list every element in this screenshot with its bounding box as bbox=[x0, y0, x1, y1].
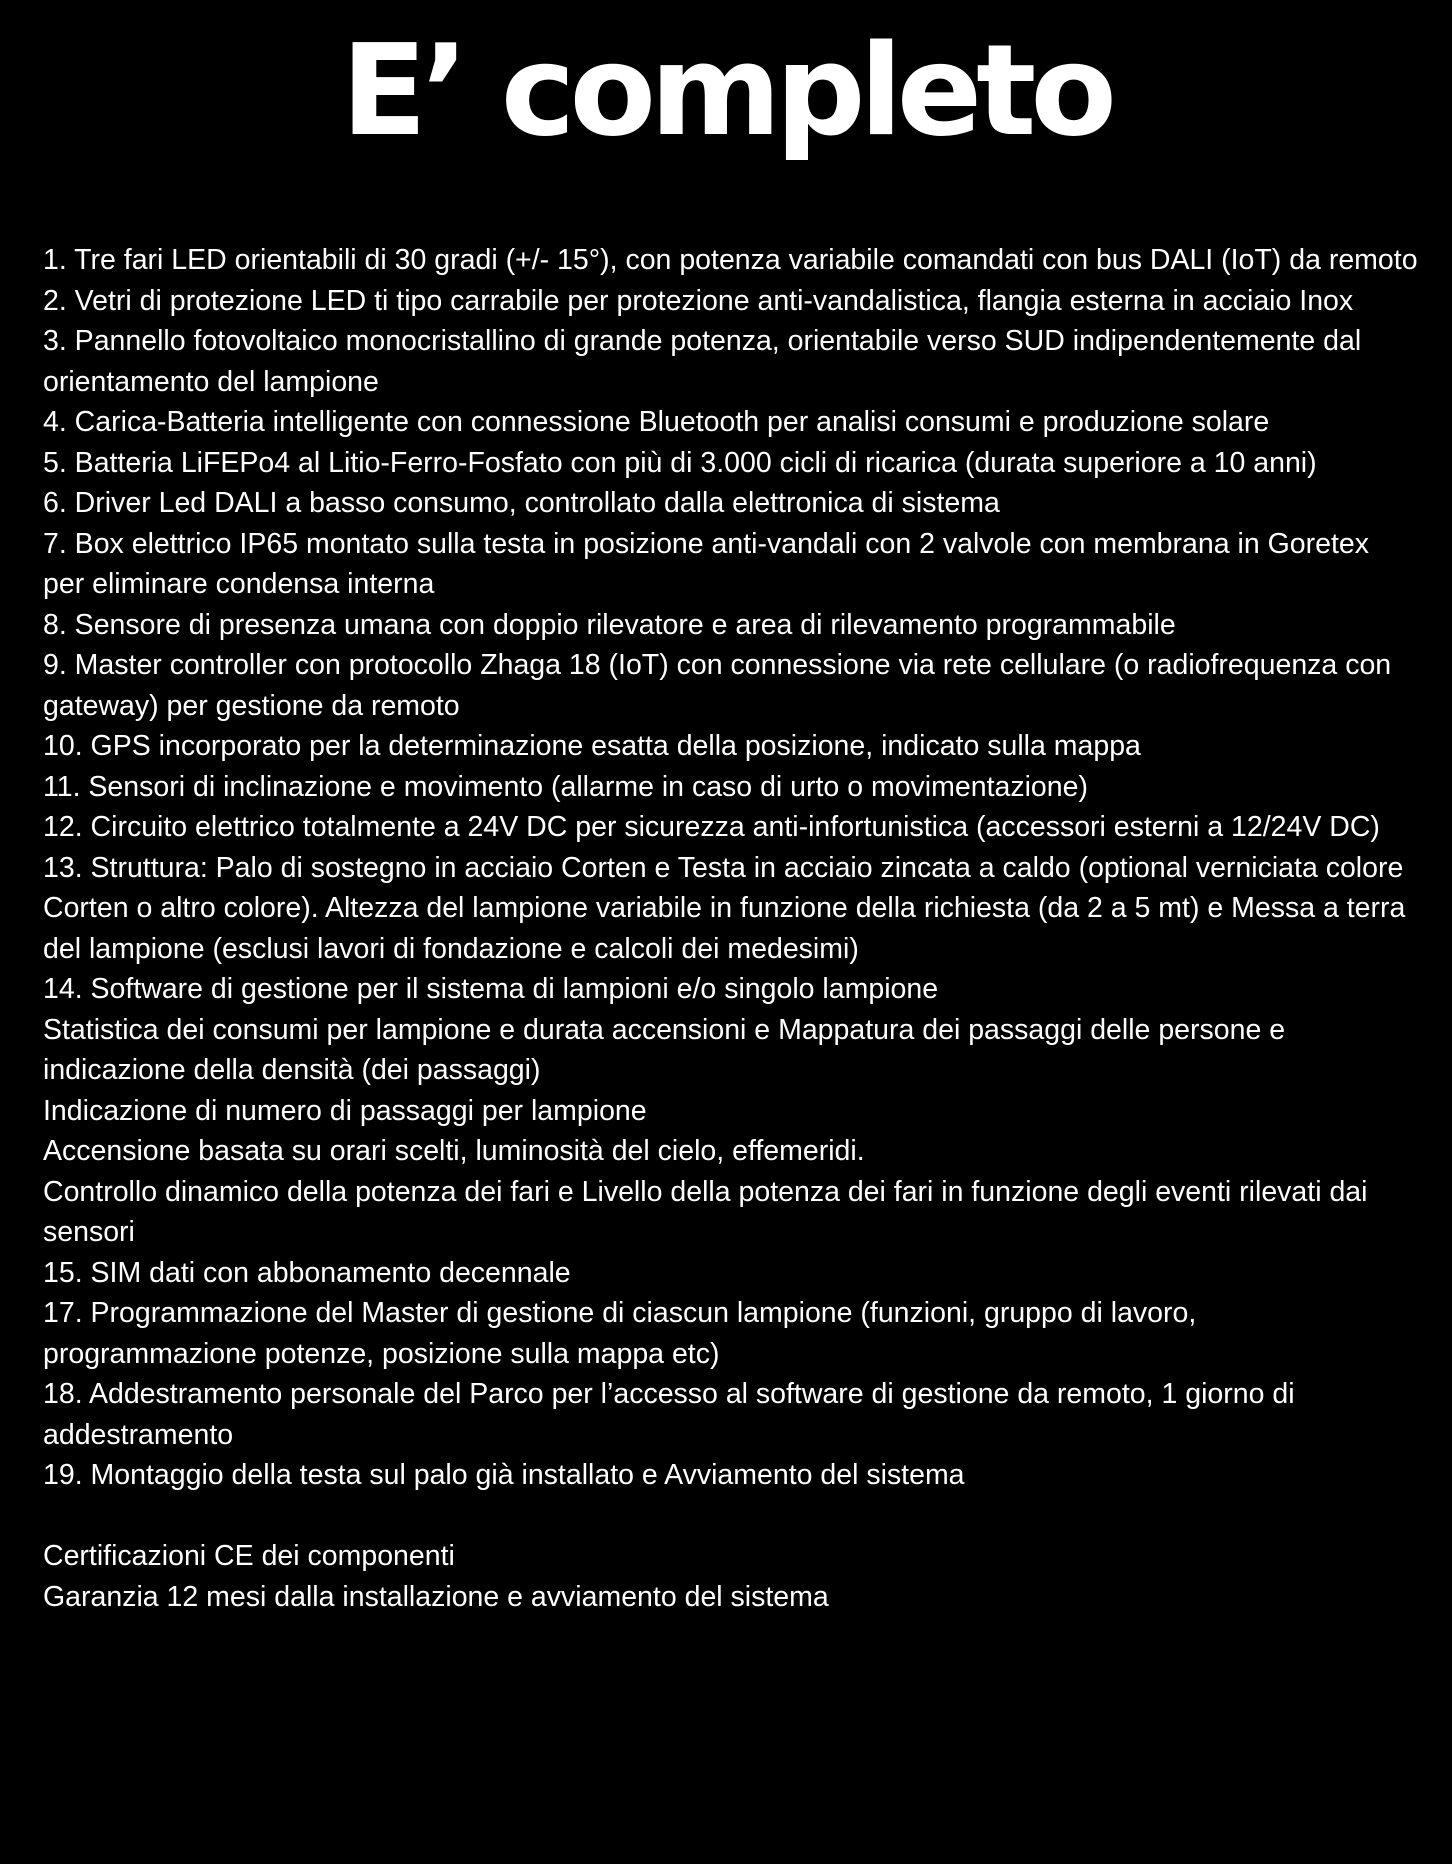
list-item: 9. Master controller con protocollo Zhaga 18 (IoT) con connessione via rete cellulare (o radiofrequenza con gateway) per gestione da remoto bbox=[43, 649, 1392, 722]
certification-note: Certificazioni CE dei componenti bbox=[43, 1540, 455, 1572]
list-item: 14. Software di gestione per il sistema di lampioni e/o singolo lampione bbox=[43, 973, 939, 1005]
list-item: 6. Driver Led DALI a basso consumo, controllato dalla elettronica di sistema bbox=[43, 487, 1000, 519]
list-item: Controllo dinamico della potenza dei fari e Livello della potenza dei fari in funzione degli eventi rilevati dai sensori bbox=[43, 1175, 1368, 1248]
list-item: 18. Addestramento personale del Parco per l’accesso al software di gestione da remoto, 1 giorno di addestramento bbox=[43, 1378, 1295, 1451]
list-item: 11. Sensori di inclinazione e movimento (allarme in caso di urto o movimentazione) bbox=[43, 770, 1088, 803]
feature-list bbox=[43, 240, 1418, 1617]
warranty-note: Garanzia 12 mesi dalla installazione e avviamento del sistema bbox=[43, 1580, 829, 1613]
list-item: 2. Vetri di protezione LED ti tipo carrabile per protezione anti-vandalistica, flangia esterna in acciaio Inox bbox=[43, 284, 1354, 317]
list-item: 10. GPS incorporato per la determinazione esatta della posizione, indicato sulla mappa bbox=[43, 730, 1141, 762]
list-item: Statistica dei consumi per lampione e durata accensioni e Mappatura dei passaggi delle persone e indicazione della densità (dei passaggi) bbox=[43, 1013, 1286, 1086]
list-item: 4. Carica-Batteria intelligente con connessione Bluetooth per analisi consumi e produzione solare bbox=[43, 406, 1270, 438]
list-item: 15. SIM dati con abbonamento decennale bbox=[43, 1256, 571, 1289]
list-item: 13. Struttura: Palo di sostegno in acciaio Corten e Testa in acciaio zincata a caldo (optional verniciata colore Corten o altro colore). Altezza del lampione variabile in funzione della richiesta (da 2 a 5 mt) e Messa a terra del lampione (esclusi lavori di fondazione e calcoli dei medesimi) bbox=[43, 851, 1406, 965]
spacer bbox=[43, 1496, 1418, 1537]
list-item: 5. Batteria LiFEPo4 al Litio-Ferro-Fosfato con più di 3.000 cicli di ricarica (durata superiore a 10 anni) bbox=[43, 446, 1317, 479]
list-item: 17. Programmazione del Master di gestione di ciascun lampione (funzioni, gruppo di lavoro, programmazione potenze, posizione sulla mappa etc) bbox=[43, 1297, 1197, 1370]
list-item: Indicazione di numero di passaggi per lampione bbox=[43, 1094, 647, 1127]
list-item: 3. Pannello fotovoltaico monocristallino di grande potenza, orientabile verso SUD indipendentemente dal orientamento del lampione bbox=[43, 325, 1362, 398]
page-title: E’ completo bbox=[341, 17, 1111, 164]
list-item: 7. Box elettrico IP65 montato sulla testa in posizione anti-vandali con 2 valvole con membrana in Goretex per eliminare condensa interna bbox=[43, 527, 1369, 600]
list-item: 1. Tre fari LED orientabili di 30 gradi (+/- 15°), con potenza variabile comandati con bus DALI (IoT) da remoto bbox=[43, 244, 1418, 276]
list-item: 19. Montaggio della testa sul palo già installato e Avviamento del sistema bbox=[43, 1459, 965, 1491]
list-item: Accensione basata su orari scelti, luminosità del cielo, effemeridi. bbox=[43, 1135, 865, 1167]
list-item: 8. Sensore di presenza umana con doppio rilevatore e area di rilevamento programmabile bbox=[43, 608, 1176, 641]
list-item: 12. Circuito elettrico totalmente a 24V DC per sicurezza anti-infortunistica (accessori esterni a 12/24V DC) bbox=[43, 811, 1380, 843]
